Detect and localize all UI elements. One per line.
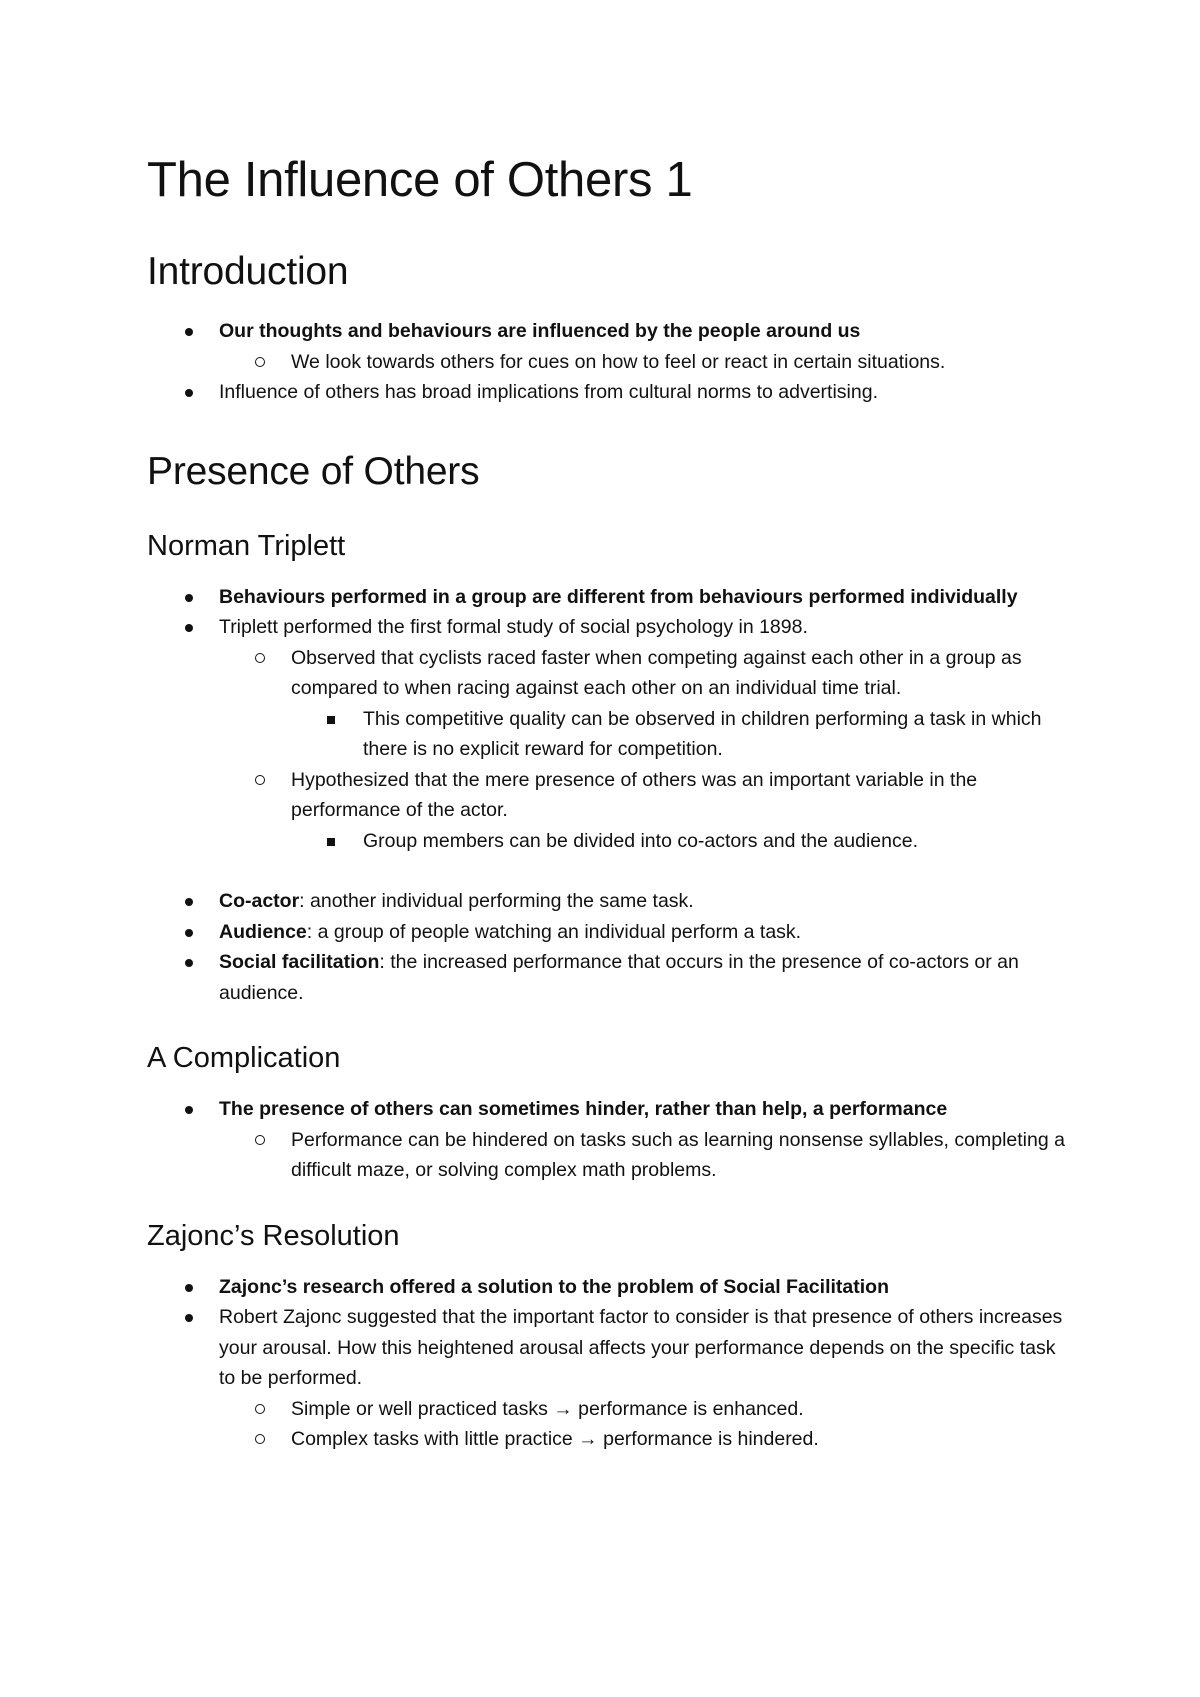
list-item: The presence of others can sometimes hinder, rather than help, a performance (147, 1094, 1067, 1125)
bullet-dot-icon (185, 1284, 193, 1292)
list-item: Triplett performed the first formal study of social psychology in 1898. (147, 612, 1067, 643)
bullet-square-icon (327, 838, 335, 846)
list-item: Zajonc’s research offered a solution to the problem of Social Facilitation (147, 1272, 1067, 1303)
zajonc-list (147, 1272, 1067, 1455)
list-item: This competitive quality can be observed in children performing a task in which there is no explicit reward for competition. (147, 704, 1067, 765)
bullet-dot-icon (185, 594, 193, 602)
bullet-dot-icon (185, 929, 193, 937)
bullet-circle-icon (255, 1404, 265, 1414)
bullet-circle-icon (255, 653, 265, 663)
bullet-dot-icon (185, 1106, 193, 1114)
bullet-dot-icon (185, 389, 193, 397)
bullet-dot-icon (185, 1314, 193, 1322)
list-item: Our thoughts and behaviours are influenced by the people around us (147, 316, 1067, 347)
list-item: Robert Zajonc suggested that the important factor to consider is that presence of others increases your arousal. How this heightened arousal affects your performance depends on the specific task to be performed. (147, 1302, 1067, 1394)
bullet-dot-icon (185, 624, 193, 632)
list-item: Influence of others has broad implications from cultural norms to advertising. (147, 377, 1067, 408)
heading-presence-of-others: Presence of Others (147, 449, 480, 493)
list-item: Group members can be divided into co-actors and the audience. (147, 826, 1067, 857)
heading-a-complication: A Complication (147, 1042, 341, 1074)
bullet-square-icon (327, 716, 335, 724)
list-item: Simple or well practiced tasks → performance is enhanced. (147, 1394, 1067, 1425)
bullet-circle-icon (255, 775, 265, 785)
list-item: We look towards others for cues on how to feel or react in certain situations. (147, 347, 1067, 378)
document-body (147, 150, 1067, 1455)
list-item: Behaviours performed in a group are different from behaviours performed individually (147, 582, 1067, 613)
list-item: Audience: a group of people watching an individual perform a task. (147, 917, 1067, 948)
list-item: Hypothesized that the mere presence of others was an important variable in the performance of the actor. (147, 765, 1067, 826)
triplett-list (147, 582, 1067, 857)
heading-introduction: Introduction (147, 250, 349, 293)
bullet-circle-icon (255, 1135, 265, 1145)
list-item: Co-actor: another individual performing the same task. (147, 886, 1067, 917)
bullet-dot-icon (185, 328, 193, 336)
list-item: Social facilitation: the increased performance that occurs in the presence of co-actors or an audience. (147, 947, 1067, 1008)
document-title: The Influence of Others 1 (147, 153, 693, 207)
bullet-dot-icon (185, 898, 193, 906)
heading-norman-triplett: Norman Triplett (147, 529, 346, 562)
list-item: Complex tasks with little practice → performance is hindered. (147, 1424, 1067, 1455)
heading-zajonc-resolution: Zajonc’s Resolution (147, 1219, 400, 1252)
complication-list (147, 1094, 1067, 1186)
list-item: Performance can be hindered on tasks such as learning nonsense syllables, completing a difficult maze, or solving complex math problems. (147, 1125, 1067, 1186)
bullet-dot-icon (185, 959, 193, 967)
list-item: Observed that cyclists raced faster when competing against each other in a group as compared to when racing against each other on an individual time trial. (147, 643, 1067, 704)
definitions-list (147, 886, 1067, 1008)
intro-list (147, 316, 1067, 408)
bullet-circle-icon (255, 357, 265, 367)
bullet-circle-icon (255, 1434, 265, 1444)
